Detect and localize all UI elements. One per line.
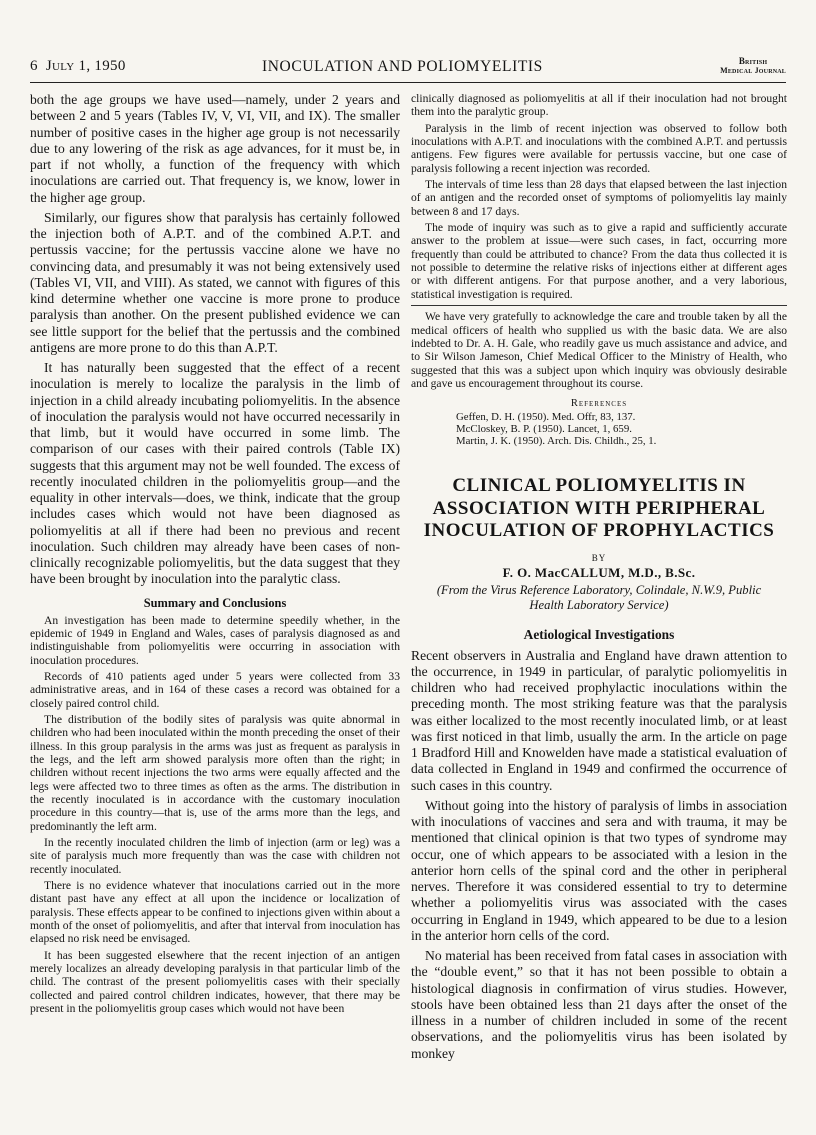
running-title: INOCULATION AND POLIOMYELITIS (262, 58, 543, 75)
summary-section (30, 614, 400, 1016)
page-header (30, 56, 786, 83)
page-number-and-date (30, 58, 126, 75)
left-column (30, 92, 400, 1018)
article-title: CLINICAL POLIOMYELITIS IN ASSOCIATION WITH PERIPHERAL INOCULATION OF PROPHYLACTICS (423, 475, 775, 542)
discussion-section (30, 92, 400, 588)
summary-paragraph: There is no evidence whatever that inoculations carried out in the more distant past have any effect at all upon the incidence or localization of paralysis. These effects appear to be confined to injections given within about a month of the onset of poliomyelitis, and after that interval from inoculation has elapsed no risk need be envisaged. (30, 879, 400, 946)
issue-date: July 1, 1950 (45, 58, 126, 74)
summary-paragraph: The distribution of the bodily sites of paralysis was quite abnormal in children who had been inoculated within the month preceding the onset of their illness. In this group paralysis in the arms was just as frequent as paralysis in the legs, and the left arm showed paralysis more often than the right; in children without recent injections the two arms were equally affected and the legs were affected two to three times as often as the arms. The distribution in the recently inoculated is in accordance with the customary inoculation procedure in this country—that is, use of the arms more than the legs, and predominantly the left arm. (30, 712, 400, 833)
reference-item: Martin, J. K. (1950). Arch. Dis. Childh., 25, 1. (456, 435, 657, 448)
reference-item: Geffen, D. H. (1950). Med. Offr, 83, 137. (456, 411, 636, 424)
article-paragraph: Without going into the history of paralysis of limbs in association with inoculations of vaccines and sera and with trauma, it may be mentioned that clinical opinion is that two types of syndrome may occur, one of which appears to be associated with a lesion in the anterior horn cells of the spinal cord and the other in peripheral nerves. Therefore it was considered essential to try to determine whether a poliomyelitis virus was associated with the cases occurring in England in 1949, which appeared to be due to a lesion in the anterior horn cells of the cord. (411, 797, 787, 943)
journal-name-line2: Medical Journal (720, 66, 786, 75)
summary-paragraph: The intervals of time less than 28 days that elapsed between the last injection of an antigen and the recorded onset of symptoms of poliomyelitis lay mainly between 8 and 17 days. (411, 178, 787, 218)
body-paragraph: both the age groups we have used—namely, under 2 years and between 2 and 5 years (Tables IV, V, VI, VII, and IX). The smaller number of positive cases in the higher age group is not necessarily due to any lowering of the risk as age advances, for it must be, in part if not wholly, a function of the frequency with which inoculations are carried out. That frequency is, we know, lower in the higher age group. (30, 92, 400, 205)
journal-name-line1: British (738, 56, 768, 66)
right-column (411, 92, 787, 1066)
section-divider (411, 305, 787, 306)
references-list (411, 411, 787, 447)
summary-paragraph: In the recently inoculated children the limb of injection (arm or leg) was a site of paralysis much more frequently than was the case with children not recently inoculated. (30, 836, 400, 876)
journal-name (720, 57, 786, 75)
article-author: F. O. MacCALLUM, M.D., B.Sc. (502, 564, 696, 580)
summary-paragraph: Records of 410 patients aged under 5 years were collected from 33 administrative areas, and in 164 of these cases a record was obtained for a closely paired control child. (30, 669, 400, 710)
summary-paragraph: It has been suggested elsewhere that the recent injection of an antigen merely localizes an already developing paralysis in that particular limb of the child. The contrast of the present poliomyelitis cases with their specially collected and paired control children indicates, however, that there may be present in the poliomyelitis group cases which would not have been (30, 948, 400, 1016)
page-number: 6 (30, 58, 38, 74)
article-paragraph: Recent observers in Australia and England have drawn attention to the occurrence, in 1949 in particular, of paralytic poliomyelitis in children who had received prophylactic inoculations within the preceding month. The most striking feature was that the paralysis was either localized to the most recently inoculated limb, or at least was first noticed in that limb, usually the arm. In the article on page 1 Bradford Hill and Knowelden have made a statistical evaluation of data collected in England in 1949 and confirmed the occurrence of such cases in this country. (411, 647, 787, 793)
body-paragraph: It has naturally been suggested that the effect of a recent inoculation is merely to localize the paralysis in the limb of injection in a child already incubating poliomyelitis. In the absence of inoculation the paralysis would not have occurred necessarily in that limb, but it would have occurred in some limb. The comparison of our cases with their paired controls (Table IX) suggests that this argument may not be well founded. The excess of recently inoculated children in the poliomyelitis group—and the equality in other intervals—does, we think, indicate that the group includes cases which would not have been diagnosed as poliomyelitis at all if there had been no previous and recent inoculation. Such children may already have been cases of non-clinically recognizable poliomyelitis, but the data suggest that they have been brought by inoculation into the paralytic class. (30, 360, 400, 587)
acknowledgment-paragraph: We have very gratefully to acknowledge the care and trouble taken by all the medical officers of health who supplied us with the basic data. We are also indebted to Dr. A. H. Gale, who readily gave us much assistance and advice, and to Sir Wilson Jameson, Chief Medical Officer to the Ministry of Health, who suggested that this was a subject upon which inquiry was obviously desirable and gave us encouragement throughout its course. (411, 310, 787, 390)
byline-label: BY (591, 552, 607, 563)
article-paragraph: No material has been received from fatal cases in association with the “double event,” so that it has not been possible to obtain a histological diagnosis in confirmation of virus studies. However, stools have been obtained less than 21 days after the onset of the illness in a number of children included in some of the recent observations, and the poliomyelitis virus has been isolated by monkey (411, 948, 787, 1061)
summary-paragraph: An investigation has been made to determine speedily whether, in the epidemic of 1949 in England and Wales, cases of paralysis diagnosed as and indistinguishable from poliomyelitis were occurring in association with inoculation procedures. (30, 613, 400, 667)
summary-paragraph: Paralysis in the limb of recent injection was observed to follow both inoculations with A.P.T. and inoculations with the combined A.P.T. and pertussis antigens. Few figures were available for pertussis vaccine, but one case of paralysis following a recent injection was recorded. (411, 121, 787, 175)
body-paragraph: Similarly, our figures show that paralysis has certainly followed the injection both of A.P.T. and of the combined A.P.T. and pertussis vaccine; for the pertussis vaccine alone we have no convincing data, and presumably it was not being extensively used (Tables VI, VII, and VIII). As stated, we cannot with figures of this kind determine whether one vaccine is more prone to produce paralysis than another. On the present published evidence we can see little support for the belief that the pertussis and the combined antigens are more prone to do this than A.P.T. (30, 209, 400, 355)
article-body (411, 648, 787, 1062)
summary-paragraph: The mode of inquiry was such as to give a rapid and sufficiently accurate answer to the problem at issue—were such cases, in fact, occurring more frequently than could be attributed to chance? From the data thus collected it is not possible to determine the relative risks of injections either at different ages or with different antigens. For that purpose another, and a very laborious, statistical investigation is required. (411, 221, 787, 301)
section-heading: Aetiological Investigations (523, 626, 675, 642)
summary-continued (411, 92, 787, 390)
author-affiliation: (From the Virus Reference Laboratory, Colindale, N.W.9, Public Health Laboratory Service) (436, 582, 762, 612)
summary-paragraph: clinically diagnosed as poliomyelitis at all if their inoculation had not brought them into the paralytic group. (411, 92, 787, 119)
reference-item: McCloskey, B. P. (1950). Lancet, 1, 659. (456, 423, 632, 436)
summary-heading: Summary and Conclusions (143, 595, 287, 610)
references-heading: References (570, 398, 628, 410)
